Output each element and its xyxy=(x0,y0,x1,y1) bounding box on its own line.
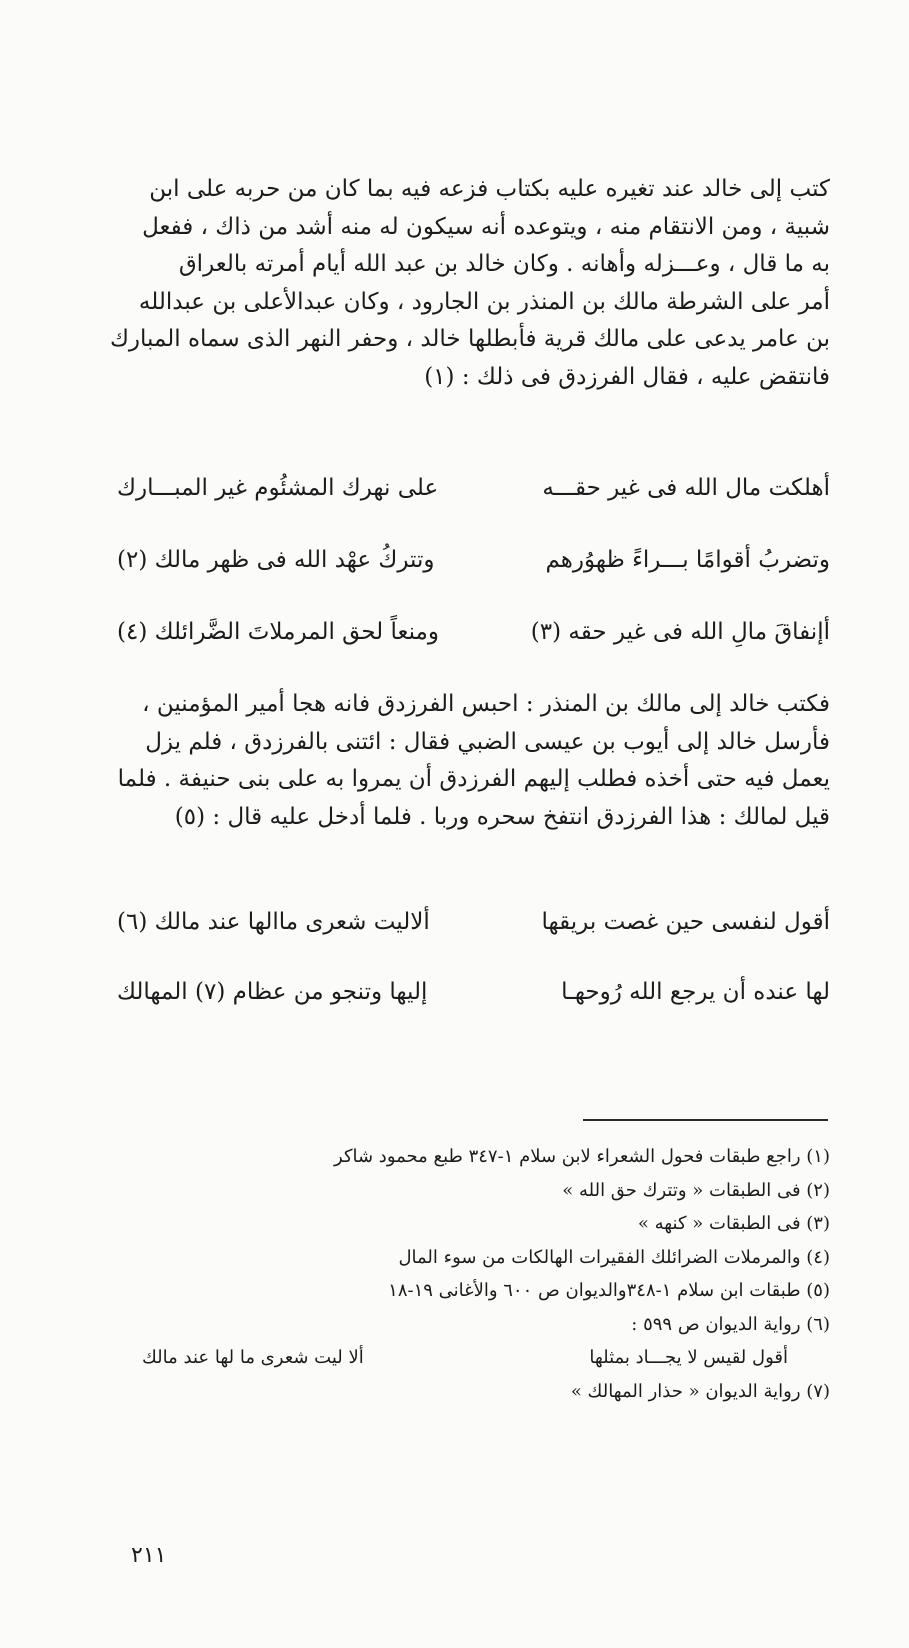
verse-second-hemistich: ألاليت شعرى ماالها عند مالك (٦) xyxy=(117,909,430,935)
poem-verse xyxy=(117,909,830,945)
page-number: ٢١١ xyxy=(131,1543,167,1568)
paragraph-1 xyxy=(109,171,830,396)
footnote: (١) راجع طبقات فحول الشعراء لابن سلام ١-٣٤٧ طبع محمود شاكر xyxy=(334,1146,830,1167)
verse-second-hemistich: وتتركُ عهْد الله فى ظهر مالك (٢) xyxy=(117,547,435,573)
footnotes xyxy=(142,1140,830,1408)
footnote-quoted-verse xyxy=(142,1341,830,1375)
poem-verse xyxy=(117,475,830,511)
text-line: به ما قال ، وعـــزله وأهانه . وكان خالد بن عبد الله أيام أمرته بالعراق xyxy=(178,251,830,277)
verse-second-hemistich: ألا ليت شعرى ما لها عند مالك xyxy=(142,1347,364,1368)
text-line: يعمل فيه حتى أخذه فطلب إليهم الفرزدق أن يمروا به على بنى حنيفة . فلما xyxy=(117,766,830,792)
poem-verse xyxy=(117,979,830,1015)
verse-first-hemistich: أهلكت مال الله فى غير حقـــه xyxy=(542,475,830,501)
footnote: (٧) رواية الديوان « حذار المهالك » xyxy=(570,1380,830,1402)
verse-first-hemistich: لها عنده أن يرجع الله رُوحهـا xyxy=(561,979,830,1005)
footnote: (٤) والمرملات الضرائلك الفقيرات الهالكات من سوء المال xyxy=(398,1246,830,1268)
verse-first-hemistich: أإنفاقَ مالِ الله فى غير حقه (٣) xyxy=(530,619,830,645)
verse-second-hemistich: إليها وتنجو من عظام (٧) المهالك xyxy=(117,979,428,1005)
text-line: بن عامر يدعى على مالك قرية فأبطلها خالد ، وحفر النهر الذى سماه المبارك xyxy=(109,326,830,352)
verse-second-hemistich: ومنعاً لحق المرملاتَ الضَّرائلك (٤) xyxy=(117,619,439,645)
verse-second-hemistich: على نهرك المشئُوم غير المبـــارك xyxy=(117,475,439,501)
footnote: (٣) فى الطبقات « كنهه » xyxy=(637,1213,830,1234)
footnote-divider xyxy=(583,1119,828,1121)
text-line: قيل لمالك : هذا الفرزدق انتفخ سحره وربا . فلما أدخل عليه قال : (٥) xyxy=(174,803,830,830)
text-line: فانتقض عليه ، فقال الفرزدق فى ذلك : (١) xyxy=(424,363,830,390)
text-line: أمر على الشرطة مالك بن المنذر بن الجارود ، وكان عبدالأعلى بن عبدالله xyxy=(138,288,830,315)
footnote: (٢) فى الطبقات « وتترك حق الله » xyxy=(562,1179,830,1201)
text-line: فأرسل خالد إلى أيوب بن عيسى الضبي فقال : ائتنى بالفرزدق ، فلم يزل xyxy=(145,728,830,755)
footnote: (٦) رواية الديوان ص ٥٩٩ : xyxy=(631,1313,830,1335)
footnote: (٥) طبقات ابن سلام ١-٣٤٨والديوان ص ٦٠٠ والأغانى ١٩-١٨ xyxy=(388,1280,830,1301)
paragraph-2 xyxy=(117,686,830,836)
poem-verse xyxy=(117,547,830,583)
text-line: شبية ، ومن الانتقام منه ، ويتوعده أنه سيكون له منه أشد من ذاك ، ففعل xyxy=(142,213,830,240)
verse-first-hemistich: أقول لنفسى حين غصت بريقها xyxy=(541,909,830,935)
verse-first-hemistich: وتضربُ أقوامًا بـــراءً ظهوُرهم xyxy=(545,547,830,573)
poem-verse xyxy=(117,619,830,655)
text-line: فكتب خالد إلى مالك بن المنذر : احبس الفرزدق فانه هجا أمير المؤمنين ، xyxy=(142,691,830,717)
text-line: كتب إلى خالد عند تغيره عليه بكتاب فزعه فيه بما كان من حربه على ابن xyxy=(149,176,830,202)
verse-first-hemistich: أقول لقيس لا يجـــاد بمثلها xyxy=(589,1347,788,1368)
